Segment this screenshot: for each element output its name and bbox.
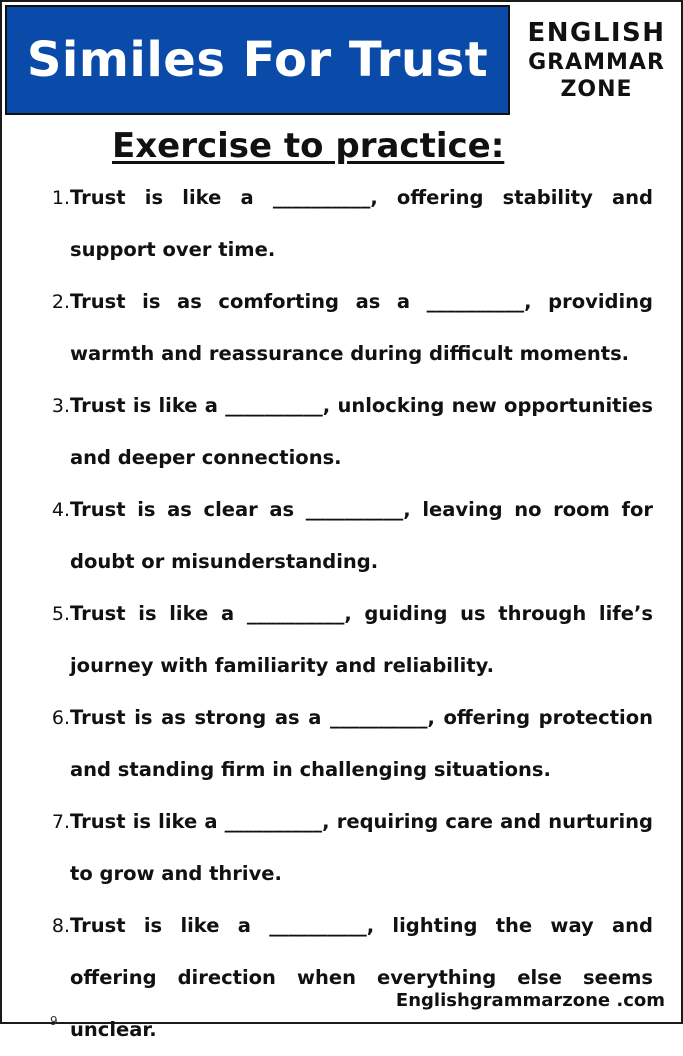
exercise-item <box>36 692 656 796</box>
item-text: Trust is like a __________, requiring care and nurturing to grow and thrive. <box>70 810 653 885</box>
item-text: Trust is like a __________, lighting the way and offering direction when everything else seems unclear. <box>70 914 653 1041</box>
brand-line-2: GRAMMAR <box>528 50 665 76</box>
website-footer: Englishgrammarzone .com <box>395 990 665 1011</box>
page-title: Similes For Trust <box>26 32 489 88</box>
item-number: 5. <box>51 603 70 625</box>
brand-line-1: ENGLISH <box>527 18 666 49</box>
exercise-item <box>36 380 656 484</box>
exercise-list <box>36 172 656 1041</box>
exercise-item <box>36 900 656 1041</box>
item-text: Trust is like a __________, offering stability and support over time. <box>70 186 653 261</box>
exercise-item <box>36 484 656 588</box>
section-heading: Exercise to practice: <box>112 126 505 166</box>
exercise-item <box>36 588 656 692</box>
item-number: 7. <box>51 811 70 833</box>
brand-logo <box>514 6 679 116</box>
item-text: Trust is like a __________, guiding us through life’s journey with familiarity and reliability. <box>70 602 653 677</box>
item-number: 8. <box>51 915 70 937</box>
title-banner <box>5 5 510 115</box>
exercise-item <box>36 172 656 276</box>
partial-item-number: 9 <box>50 1014 58 1028</box>
item-number: 6. <box>51 707 70 729</box>
item-text: Trust is like a __________, unlocking new opportunities and deeper connections. <box>70 394 653 469</box>
item-text: Trust is as strong as a __________, offering protection and standing firm in challenging situations. <box>70 706 653 781</box>
item-text: Trust is as clear as __________, leaving no room for doubt or misunderstanding. <box>70 498 653 573</box>
item-text: Trust is as comforting as a __________, providing warmth and reassurance during difficult moments. <box>70 290 653 365</box>
item-number: 3. <box>51 395 70 417</box>
item-number: 4. <box>51 499 70 521</box>
exercise-item <box>36 796 656 900</box>
exercise-item <box>36 276 656 380</box>
brand-line-3: ZONE <box>560 76 633 102</box>
item-number: 2. <box>51 291 70 313</box>
item-number: 1. <box>51 187 70 209</box>
